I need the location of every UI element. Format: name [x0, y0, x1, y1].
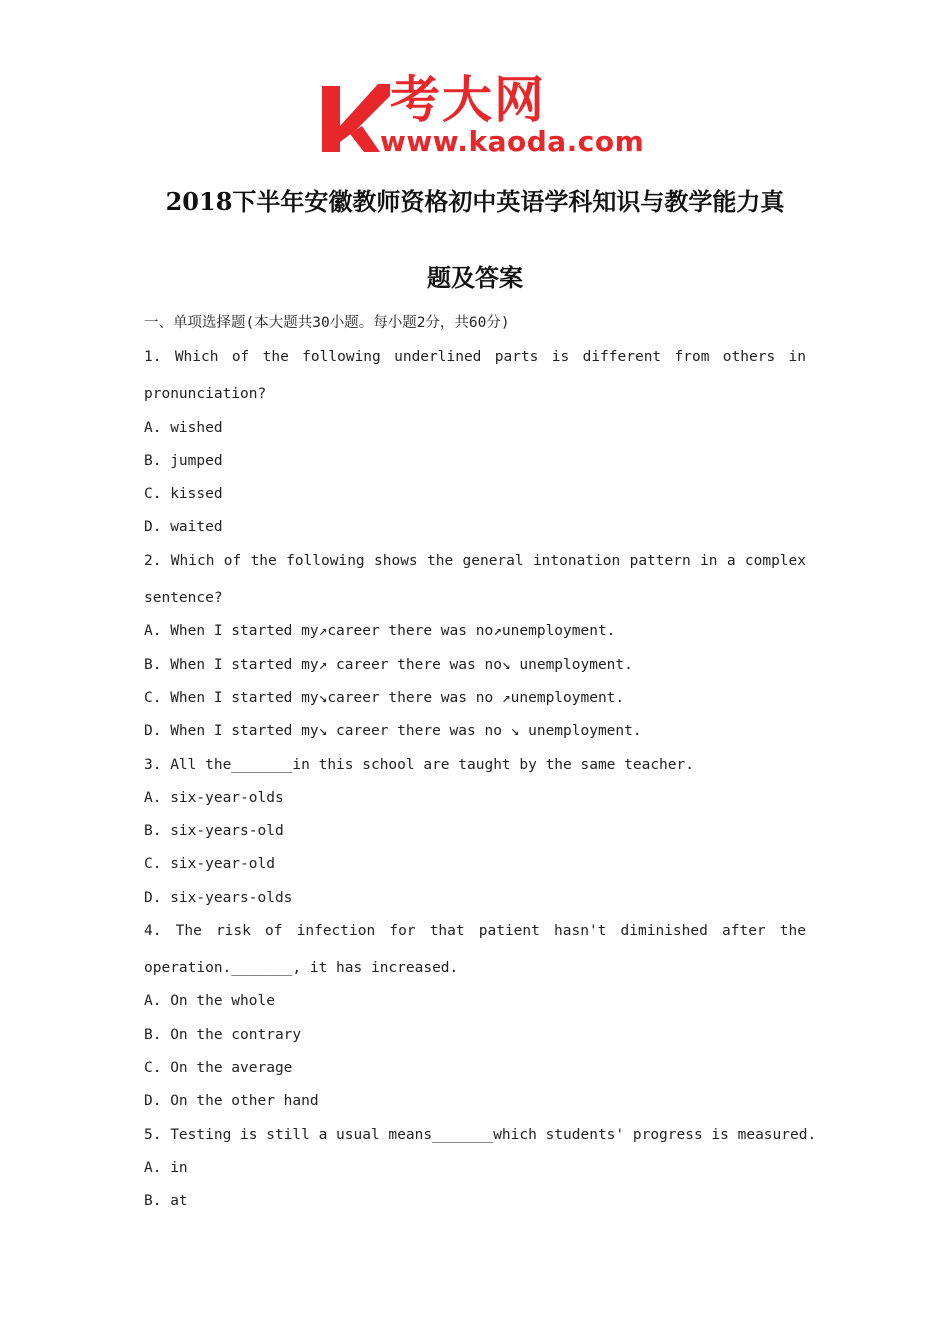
question-1-option-c: C. kissed [144, 486, 223, 502]
question-1-stem-cont: pronunciation? [144, 386, 267, 402]
question-3-option-b: B. six-years-old [144, 823, 284, 839]
question-3-option-c: C. six-year-old [144, 856, 275, 872]
question-3-stem: 3. All the_______in this school are taught by the same teacher. [144, 757, 694, 773]
question-1-stem: 1. Which of the following underlined parts is different from others in [144, 349, 806, 365]
question-5-stem: 5. Testing is still a usual means_______which students' progress is measured. [144, 1127, 817, 1143]
logo-url-text: www.kaoda.com [380, 125, 645, 158]
question-2-option-d: D. When I started my↘ career there was no ↘ unemployment. [144, 723, 642, 739]
question-4-stem-cont: operation._______, it has increased. [144, 960, 459, 976]
logo-chinese-text: 考大网 [390, 71, 546, 129]
page-title-line-1: 2018下半年安徽教师资格初中英语学科知识与教学能力真 [165, 187, 785, 216]
page-title-line-2: 题及答案 [427, 263, 523, 292]
kaoda-logo [320, 71, 645, 158]
question-4-option-c: C. On the average [144, 1060, 293, 1076]
question-4-option-d: D. On the other hand [144, 1093, 319, 1109]
question-1-option-d: D. waited [144, 519, 223, 535]
section-heading: 一、单项选择题(本大题共30小题。每小题2分，共60分) [144, 315, 510, 331]
question-1-option-b: B. jumped [144, 453, 223, 469]
question-2-stem: 2. Which of the following shows the general intonation pattern in a complex [144, 553, 806, 569]
question-3-option-a: A. six-year-olds [144, 790, 284, 806]
question-2-option-c: C. When I started my↘career there was no ↗unemployment. [144, 690, 625, 706]
question-4-option-a: A. On the whole [144, 993, 275, 1009]
question-2-stem-cont: sentence? [144, 590, 223, 606]
question-3-option-d: D. six-years-olds [144, 890, 293, 906]
question-2-option-a: A. When I started my↗career there was no↗unemployment. [144, 623, 616, 639]
question-1-option-a: A. wished [144, 420, 223, 436]
question-4-stem: 4. The risk of infection for that patient hasn't diminished after the [144, 923, 806, 939]
question-2-option-b: B. When I started my↗ career there was no↘ unemployment. [144, 657, 633, 673]
question-5-option-a: A. in [144, 1160, 188, 1176]
question-4-option-b: B. On the contrary [144, 1027, 302, 1043]
question-5-option-b: B. at [144, 1193, 188, 1209]
